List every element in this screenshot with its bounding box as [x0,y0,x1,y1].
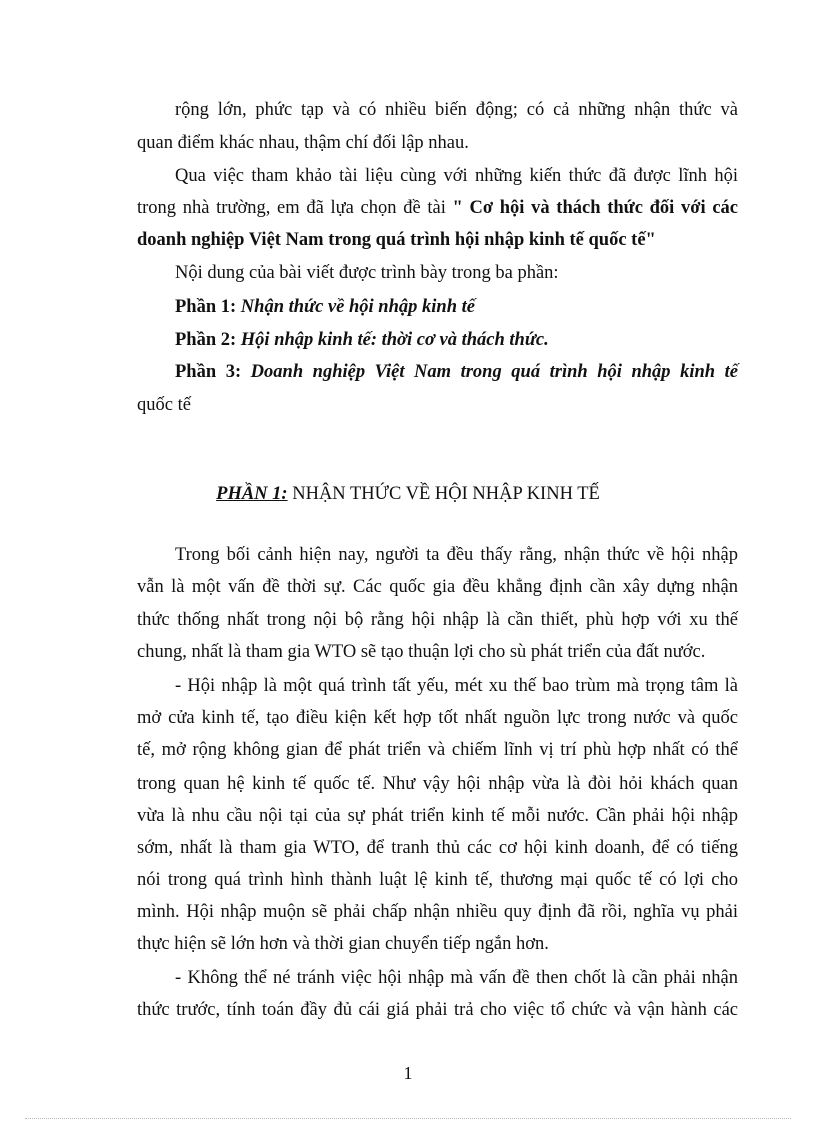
page-number: 1 [403,1063,413,1083]
page-border-divider [25,1118,791,1119]
text-line: quốc tế [137,395,191,415]
text-line: Nội dung của bài viết được trình bày trong ba phần: [175,263,559,283]
text-line: thức thống nhất trong nội bộ rằng hội nhập là cần thiết, phù hợp với xu thế [137,610,738,630]
topic-title: doanh nghiệp Việt Nam trong quá trình hội nhập kinh tế quốc tế" [137,230,656,250]
part-label: Phần 1: [175,297,241,317]
text-span: trong nhà trường, em đã lựa chọn đề tài [137,198,453,218]
section-heading [0,484,816,505]
text-line: quan điểm khác nhau, thậm chí đối lập nhau. [137,133,469,153]
text-line: trong quan hệ kinh tế quốc tế. Như vậy hội nhập vừa là đòi hỏi khách quan [137,774,738,794]
text-line: thực hiện sẽ lớn hơn và thời gian chuyển tiếp ngắn hơn. [137,934,549,954]
text-line: Trong bối cảnh hiện nay, người ta đều thấy rằng, nhận thức về hội nhập [175,545,738,565]
text-line [137,196,738,220]
text-line: nói trong quá trình hình thành luật lệ kinh tế, thương mại quốc tế có lợi cho [137,870,738,890]
text-line: vừa là nhu cầu nội tại của sự phát triển kinh tế mỗi nước. Cần phải hội nhập [137,806,738,826]
part-item [175,328,738,352]
part-label: Phần 2: [175,330,241,350]
text-line: - Hội nhập là một quá trình tất yếu, mét xu thế bao trùm mà trọng tâm là [175,676,738,696]
text-line: Qua việc tham khảo tài liệu cùng với những kiến thức đã được lĩnh hội [175,166,738,186]
part-item [175,360,738,384]
text-line: vẫn là một vấn đề thời sự. Các quốc gia đều khẳng định cần xây dựng nhận [137,577,738,597]
text-line: mình. Hội nhập muộn sẽ phải chấp nhận nhiều quy định đã rồi, nghĩa vụ phải [137,902,738,922]
text-line: sớm, nhất là tham gia WTO, để tranh thủ các cơ hội kinh doanh, để có tiếng [137,838,738,858]
heading-title: NHẬN THỨC VỀ HỘI NHẬP KINH TẾ [287,484,600,504]
part-title: Nhận thức về hội nhập kinh tế [240,297,475,317]
text-line: thức trước, tính toán đầy đủ cái giá phải trả cho việc tổ chức và vận hành các [137,1000,738,1020]
topic-title: " Cơ hội và thách thức đối với các [452,198,738,218]
heading-prefix: PHẦN 1: [216,484,288,504]
part-title: Hội nhập kinh tế: thời cơ và thách thức. [240,330,549,350]
part-title: Doanh nghiệp Việt Nam trong quá trình hội nhập kinh tế [250,362,738,382]
text-line: chung, nhất là tham gia WTO sẽ tạo thuận lợi cho sù phát triển của đất nước. [137,642,706,662]
text-line: rộng lớn, phức tạp và có nhiều biến động; có cả những nhận thức và [175,100,738,120]
text-line: - Không thể né tránh việc hội nhập mà vấn đề then chốt là cần phải nhận [175,968,738,988]
part-label: Phần 3: [175,362,251,382]
part-item [175,295,738,319]
text-line: mở cửa kinh tế, tạo điều kiện kết hợp tốt nhất nguồn lực trong nước và quốc [137,708,738,728]
text-line: tế, mở rộng không gian để phát triển và chiếm lĩnh vị trí phù hợp nhất có thể [137,740,738,760]
